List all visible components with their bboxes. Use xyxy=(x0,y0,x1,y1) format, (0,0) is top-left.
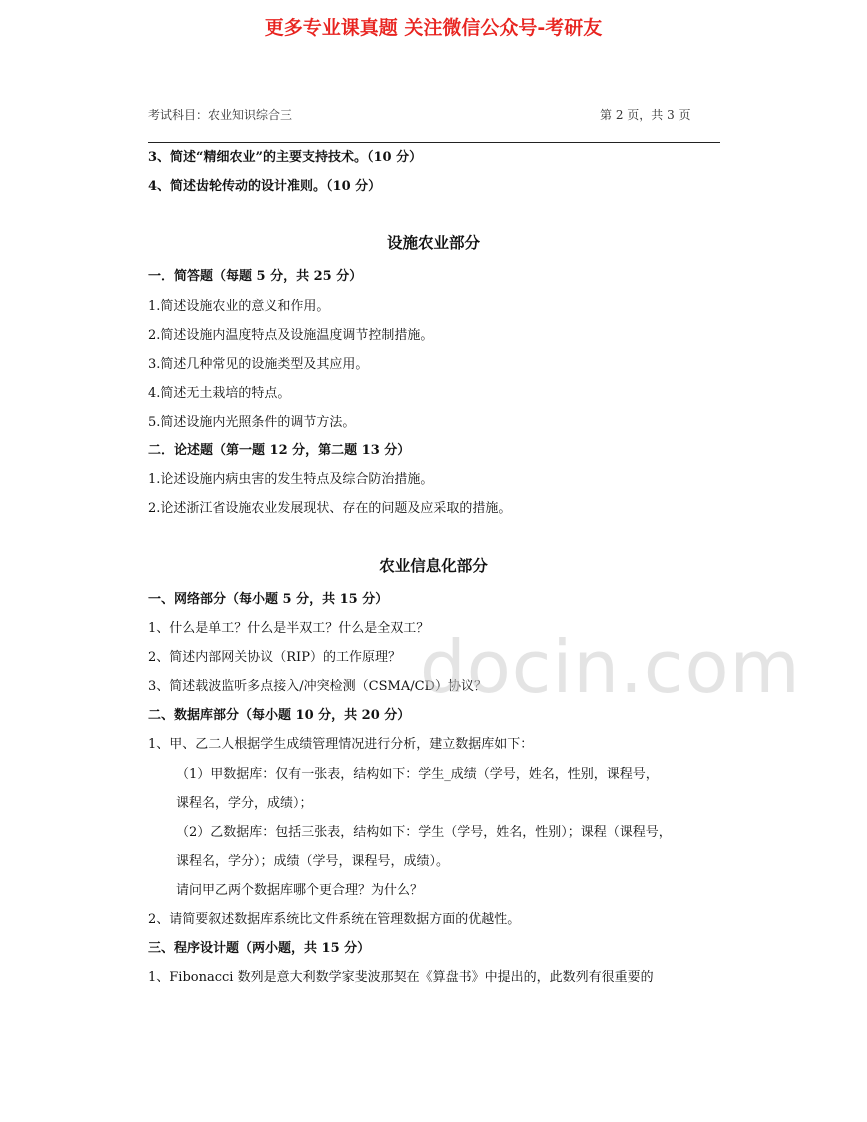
section-title-info: 农业信息化部分 xyxy=(379,556,488,575)
network-item: 2、简述内部网关协议（RIP）的工作原理？ xyxy=(148,650,401,665)
facility-essay-heading: 二．论述题（第一题 12 分，第二题 13 分） xyxy=(148,443,411,458)
network-item: 1、什么是单工？什么是半双工？什么是全双工？ xyxy=(148,621,430,636)
promo-banner: 更多专业课真题 关注微信公众号-考研友 xyxy=(264,17,603,39)
facility-short-item: 2.简述设施内温度特点及设施温度调节控制措施。 xyxy=(148,328,434,343)
database-option-a: （1）甲数据库：仅有一张表，结构如下：学生_成绩（学号，姓名，性别，课程号， xyxy=(176,767,659,782)
page-number: 第 2 页，共 3 页 xyxy=(600,108,691,122)
database-option-a-cont: 课程名，学分，成绩）； xyxy=(176,796,313,811)
header-rule xyxy=(148,142,720,143)
network-heading: 一、网络部分（每小题 5 分，共 15 分） xyxy=(148,592,389,607)
database-heading: 二、数据库部分（每小题 10 分，共 20 分） xyxy=(148,708,411,723)
watermark: docin.com xyxy=(420,625,801,709)
database-question-2: 2、请简要叙述数据库系统比文件系统在管理数据方面的优越性。 xyxy=(148,912,521,927)
database-option-b: （2）乙数据库：包括三张表，结构如下：学生（学号，姓名，性别）；课程（课程号， xyxy=(176,825,672,840)
facility-short-item: 4.简述无土栽培的特点。 xyxy=(148,386,291,401)
facility-short-item: 5.简述设施内光照条件的调节方法。 xyxy=(148,415,356,430)
programming-question-1: 1、Fibonacci 数列是意大利数学家斐波那契在《算盘书》中提出的，此数列有很重要的 xyxy=(148,970,654,985)
facility-short-item: 3.简述几种常见的设施类型及其应用。 xyxy=(148,357,369,372)
database-question-ask: 请问甲乙两个数据库哪个更合理？为什么？ xyxy=(176,883,424,898)
facility-essay-item: 2.论述浙江省设施农业发展现状、存在的问题及应采取的措施。 xyxy=(148,501,512,516)
question-4: 4、简述齿轮传动的设计准则。（10 分） xyxy=(148,179,382,194)
section-title-facility: 设施农业部分 xyxy=(386,233,480,252)
database-question-1: 1、甲、乙二人根据学生成绩管理情况进行分析，建立数据库如下： xyxy=(148,737,534,752)
facility-essay-item: 1.论述设施内病虫害的发生特点及综合防治措施。 xyxy=(148,472,434,487)
programming-heading: 三、程序设计题（两小题，共 15 分） xyxy=(148,941,371,956)
network-item: 3、简述载波监听多点接入/冲突检测（CSMA/CD）协议？ xyxy=(148,679,487,694)
facility-short-heading: 一．简答题（每题 5 分，共 25 分） xyxy=(148,269,363,284)
database-option-b-cont: 课程名，学分）；成绩（学号，课程号，成绩）。 xyxy=(176,854,450,869)
question-3: 3、简述“精细农业”的主要支持技术。（10 分） xyxy=(148,150,423,165)
exam-subject: 考试科目：农业知识综合三 xyxy=(148,108,293,122)
facility-short-item: 1.简述设施农业的意义和作用。 xyxy=(148,299,330,314)
